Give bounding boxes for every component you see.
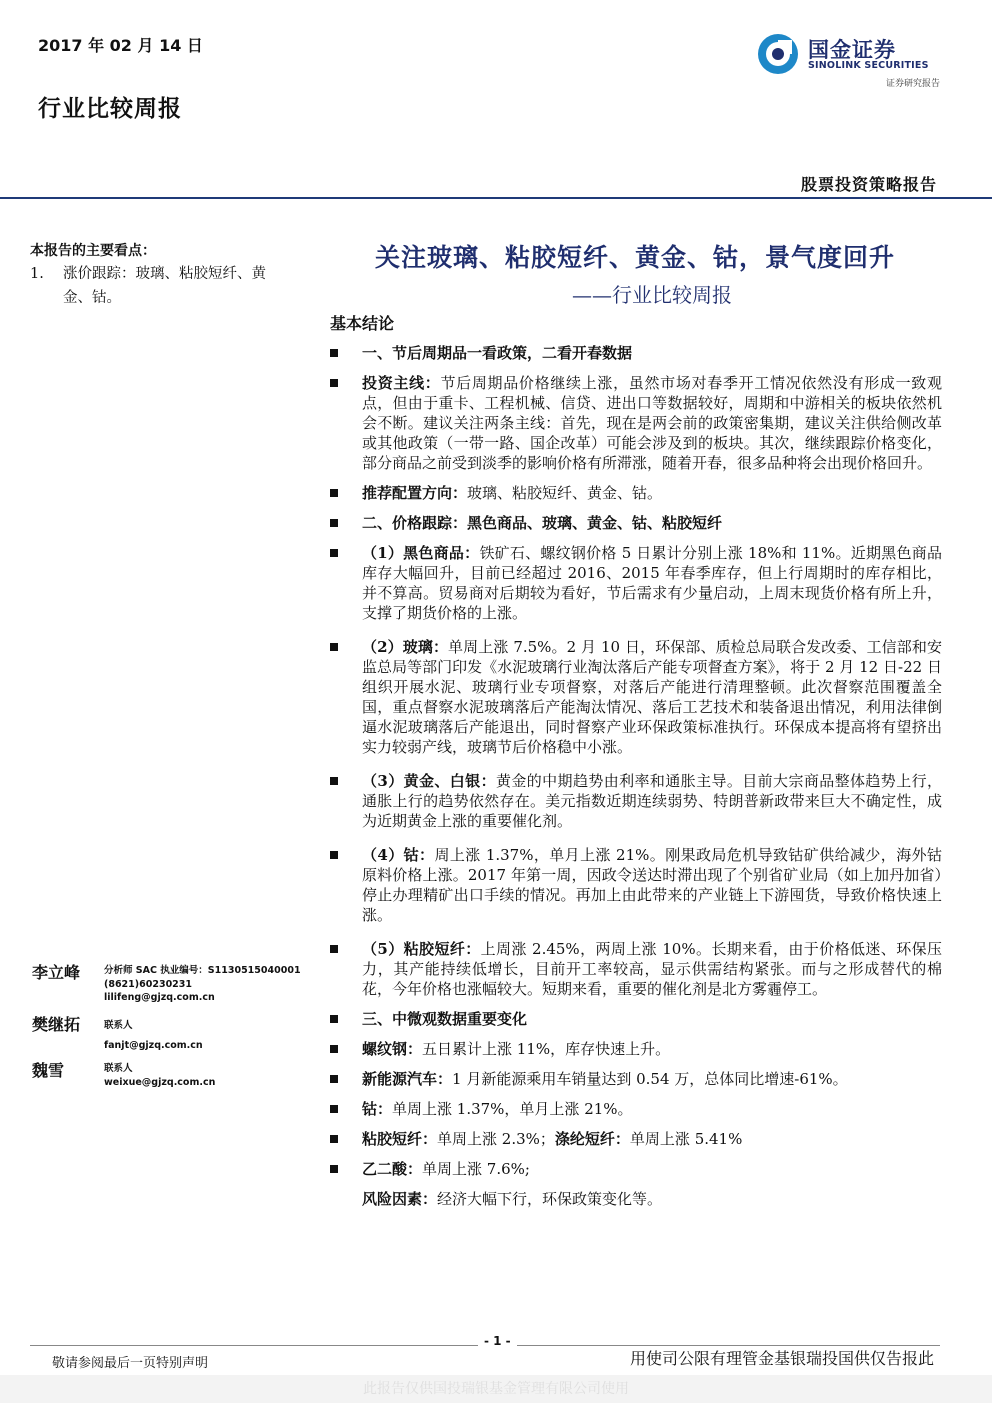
item-text: 玻璃、粘胶短纤、黄金、钴。: [467, 484, 663, 502]
analyst-name: 樊继拓: [32, 1015, 81, 1034]
item-lead: （3）黄金、白银：: [362, 772, 496, 790]
item-lead: 风险因素：: [362, 1190, 438, 1208]
conclusion-list: [330, 343, 942, 1209]
analyst-info: [104, 1062, 215, 1089]
item-lead: 投资主线：: [362, 374, 441, 392]
item-lead: 粘胶短纤：: [362, 1130, 438, 1148]
item-text: 黄金的中期趋势由利率和通胀主导。目前大宗商品整体趋势上行，通胀上行的趋势依然存在。美元指数近期连续弱势、特朗普新政带来巨大不确定性，成为近期黄金上涨的重要催化剂。: [362, 772, 942, 830]
item-lead: 乙二酸：: [362, 1160, 423, 1178]
bullet-square-icon: [330, 945, 338, 953]
bullet-square-icon: [330, 777, 338, 785]
analyst-name: 魏雪: [32, 1061, 65, 1080]
bullet-square-icon: [330, 489, 338, 497]
analyst-card: [30, 960, 320, 1012]
conclusion-item: [330, 513, 942, 533]
key-point-number: 1.: [30, 266, 44, 282]
item-lead: 涤纶短纤：: [554, 1130, 630, 1148]
item-text: 上周涨 2.45%，两周上涨 10%。长期来看，由于价格低迷、环保压力，其产能持续低增长，目前开工率较高，显示供需结构紧张。而与之形成替代的棉花，今年价格也涨幅较大。短期来看，重要的催化剂是北方雾霾停工。: [362, 940, 942, 998]
key-point-text: 涨价跟踪：玻璃、粘胶短纤、黄金、钴。: [63, 266, 266, 306]
page-number: - 1 -: [478, 1334, 517, 1348]
item-text: 单周上涨 5.41%: [629, 1130, 743, 1148]
item-text: 铁矿石、螺纹钢价格 5 日累计分别上涨 18%和 11%。近期黑色商品库存大幅回升，目前已经超过 2016、2015 年春季库存，但上行周期时的库存相比，并不算高。贸易商对后期较为看好，节后需求有少量启动，上周末现货价格有所上升，支撑了期货价格的上涨。: [362, 544, 942, 622]
logo-english-name: SINOLINK SECURITIES: [808, 60, 929, 71]
bullet-square-icon: [330, 519, 338, 527]
conclusion-item: [330, 483, 942, 503]
section-heading: 基本结论: [330, 314, 395, 333]
sinolink-logo-icon: [756, 32, 800, 76]
item-lead: 二、价格跟踪：黑色商品、玻璃、黄金、钴、粘胶短纤: [362, 514, 723, 532]
item-lead: 三、中微观数据重要变化: [362, 1010, 528, 1028]
analyst-name: 李立峰: [32, 963, 81, 982]
conclusion-item: [330, 343, 942, 363]
conclusion-item: [330, 1159, 942, 1179]
item-text: 周上涨 1.37%，单月上涨 21%。刚果政局危机导致钴矿供给减少，海外钴原料价格上涨。2017 年第一周，因政令送达时滞出现了个别省矿业局（如上加丹加省）停止办理精矿出口手续的情况。再加上由此带来的产业链上下游囤货，导致价格快速上涨。: [362, 846, 943, 924]
analyst-info: [104, 964, 301, 1005]
key-point-item: [30, 262, 270, 310]
analyst-email[interactable]: fanjt@gjzq.com.cn: [104, 1040, 203, 1051]
item-text: 单周上涨 7.6%;: [422, 1160, 530, 1178]
conclusion-item: [330, 1039, 942, 1059]
conclusion-item: [330, 1129, 942, 1149]
bullet-square-icon: [330, 1075, 338, 1083]
item-text: 单周上涨 2.3%；: [437, 1130, 555, 1148]
conclusion-item: [330, 939, 942, 999]
item-lead: （1）黑色商品：: [362, 544, 480, 562]
bullet-square-icon: [330, 851, 338, 859]
analyst-license: 分析师 SAC 执业编号：S1130515040001: [104, 965, 301, 976]
conclusion-item: [330, 373, 942, 473]
item-text: 单周上涨 7.5%。2 月 10 日，环保部、质检总局联合发改委、工信部和安监总局等部门印发《水泥玻璃行业淘汰落后产能专项督查方案》，将于 2 月 12 日-22 日组织开展水泥、玻璃行业专项督察，对落后产能进行清理整顿。此次督察范围覆盖全国，重点督察水泥玻璃落后产能淘汰情况、落后工艺技术和装备退出情况，利用法律倒逼水泥玻璃落后产能退出，同时督察产业环保政策标准执行。环保成本提高将有望挤出实力较弱产线，玻璃节后价格稳中小涨。: [362, 638, 942, 756]
logo-subtitle: 证券研究报告: [885, 79, 940, 89]
conclusion-item: [330, 637, 942, 757]
bullet-square-icon: [330, 1105, 338, 1113]
item-lead: （2）玻璃：: [362, 638, 449, 656]
company-logo: [756, 30, 946, 90]
usage-note: 用使司公限有理管金基银瑞投国供仅告报此: [629, 1349, 934, 1368]
item-lead: 推荐配置方向：: [362, 484, 468, 502]
logo-chinese-name: 国金证券: [808, 37, 896, 62]
header-divider: [0, 197, 992, 199]
key-points-title: 本报告的主要看点：: [30, 243, 156, 259]
bullet-square-icon: [330, 549, 338, 557]
conclusion-item: [330, 1099, 942, 1119]
item-lead: 螺纹钢：: [362, 1040, 423, 1058]
item-lead: 一、节后周期品一看政策，二看开春数据: [362, 344, 633, 362]
bullet-square-icon: [330, 1045, 338, 1053]
item-text: 1 月新能源乘用车销量达到 0.54 万，总体同比增速-61%。: [452, 1070, 848, 1088]
item-text: 节后周期品价格继续上涨，虽然市场对春季开工情况依然没有形成一致观点，但由于重卡、工程机械、信贷、进出口等数据较好，周期和中游相关的板块依然机会不断。建议关注两条主线：首先，现在是两会前的政策密集期，建议关注供给侧改革或其他政策（一带一路、国企改革）可能会涉及到的板块。其次，继续跟踪价格变化，部分商品之前受到淡季的影响价格有所滞涨，随着开春，很多品种将会出现价格回升。: [362, 374, 942, 472]
bullet-square-icon: [330, 1015, 338, 1023]
item-lead: （4）钴：: [362, 846, 435, 864]
analyst-list: [30, 960, 320, 1106]
bullet-square-icon: [330, 1135, 338, 1143]
report-category: 股票投资策略报告: [800, 175, 937, 194]
item-text: 单周上涨 1.37%，单月上涨 21%。: [392, 1100, 633, 1118]
bullet-square-icon: [330, 643, 338, 651]
analyst-email[interactable]: weixue@gjzq.com.cn: [104, 1076, 216, 1088]
conclusion-item: [330, 543, 942, 623]
item-lead: （5）粘胶短纤：: [362, 940, 481, 958]
bullet-square-icon: [330, 379, 338, 387]
watermark: 此报告仅供国投瑞银基金管理有限公司使用: [0, 1375, 992, 1403]
analyst-info: [104, 1016, 203, 1056]
analyst-phone: (8621)60230231: [104, 978, 193, 990]
report-type: 行业比较周报: [38, 95, 182, 122]
item-text: 五日累计上涨 11%，库存快速上升。: [422, 1040, 671, 1058]
report-subtitle: ——行业比较周报: [572, 283, 732, 307]
conclusion-item: [330, 1009, 942, 1029]
conclusion-item: [330, 1189, 942, 1209]
report-title: 关注玻璃、粘胶短纤、黄金、钴，景气度回升: [374, 243, 895, 272]
analyst-role: 联系人: [104, 1063, 133, 1074]
report-date: 2017 年 02 月 14 日: [38, 36, 203, 55]
conclusion-item: [330, 1069, 942, 1089]
conclusion-item: [330, 845, 942, 925]
bullet-square-icon: [330, 1165, 338, 1173]
bullet-square-icon: [330, 349, 338, 357]
analyst-card: [30, 1012, 320, 1058]
item-lead: 新能源汽车：: [362, 1070, 453, 1088]
analyst-card: [30, 1058, 320, 1106]
disclaimer-note: 敬请参阅最后一页特别声明: [52, 1356, 209, 1371]
item-text: 经济大幅下行，环保政策变化等。: [437, 1190, 663, 1208]
item-lead: 钴：: [362, 1100, 393, 1118]
analyst-email[interactable]: lilifeng@gjzq.com.cn: [104, 992, 215, 1003]
conclusion-item: [330, 771, 942, 831]
analyst-role: 联系人: [104, 1020, 133, 1031]
